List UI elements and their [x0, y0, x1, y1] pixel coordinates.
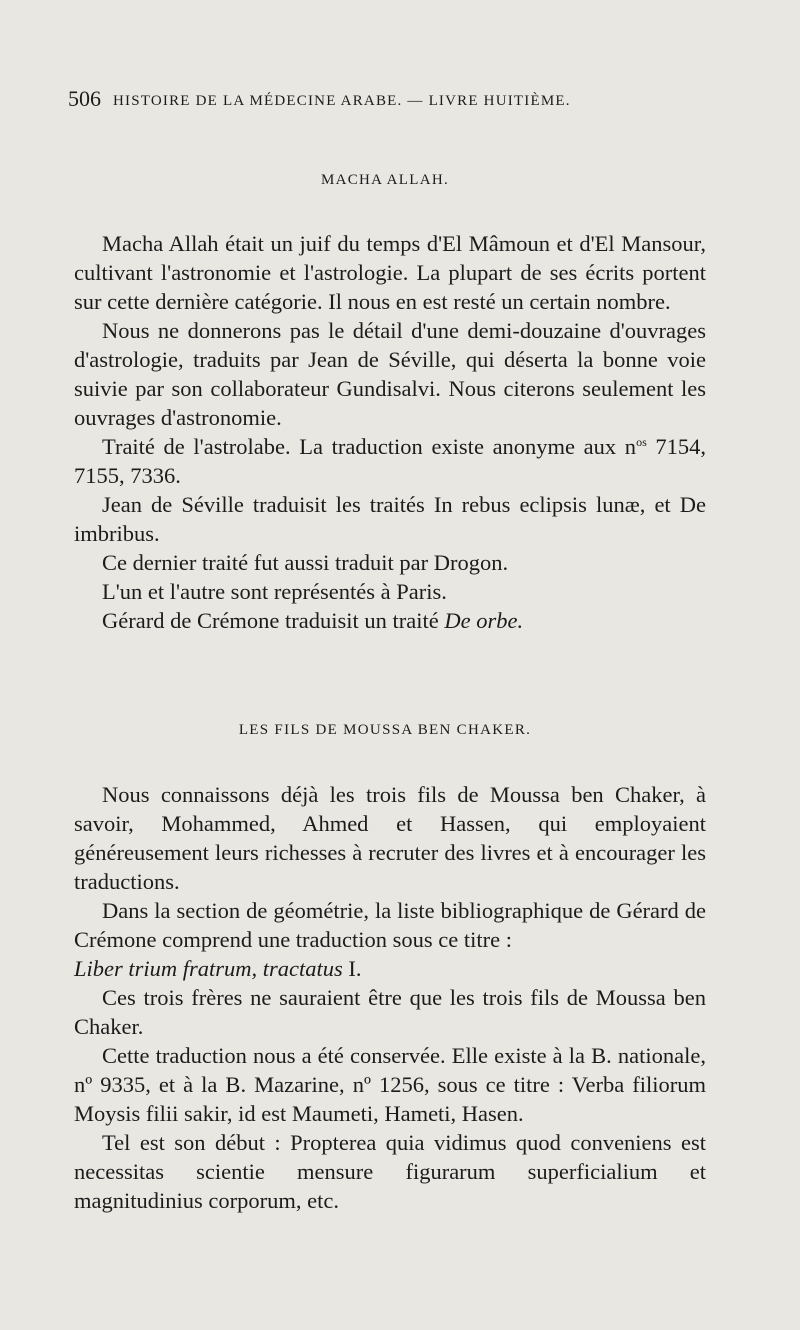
- paragraph-text: I.: [342, 956, 362, 981]
- paragraph: [74, 432, 706, 490]
- paragraph: Dans la section de géométrie, la liste bibliographique de Gérard de Crémone comprend une traduction sous ce titre :: [74, 898, 706, 952]
- paragraph: Jean de Séville traduisit les traités In rebus eclipsis lunæ, et De imbribus.: [74, 492, 706, 546]
- paragraph: Ces trois frères ne sauraient être que les trois fils de Moussa ben Chaker.: [74, 985, 706, 1039]
- running-head: [68, 86, 728, 112]
- superscript: os: [636, 435, 647, 449]
- paragraph: Macha Allah était un juif du temps d'El Mâmoun et d'El Mansour, cultivant l'astronomie et l'astrologie. La plupart de ses écrits portent sur cette dernière catégorie. Il nous en est resté un certain nombre.: [74, 231, 706, 314]
- italic-title: Liber trium fratrum, tractatus: [74, 956, 343, 981]
- running-title: HISTOIRE DE LA MÉDECINE ARABE. — LIVRE HUITIÈME.: [113, 93, 571, 109]
- italic-title: De orbe.: [444, 608, 524, 633]
- paragraph: L'un et l'autre sont représentés à Paris.: [102, 579, 447, 604]
- paragraph-text: Traité de l'astrolabe. La traduction existe anonyme aux n: [102, 434, 637, 459]
- section-body-macha-allah: [74, 229, 706, 635]
- paragraph: Ce dernier traité fut aussi traduit par Drogon.: [102, 550, 509, 575]
- page-number: 506: [68, 86, 101, 111]
- paragraph: [74, 954, 706, 983]
- paragraph: Tel est son début : Propterea quia vidimus quod conveniens est necessitas scientie mensure figurarum superficialium et magnitudinius corporum, etc.: [74, 1130, 706, 1213]
- paragraph: Cette traduction nous a été conservée. Elle existe à la B. nationale, nº 9335, et à la B. Mazarine, nº 1256, sous ce titre : Verba filiorum Moysis filii sakir, id est Maumeti, Hameti, Hasen.: [74, 1043, 706, 1126]
- paragraph: Nous connaissons déjà les trois fils de Moussa ben Chaker, à savoir, Mohammed, Ahmed et Hassen, qui employaient généreusement leurs richesses à recruter des livres et à encourager les traductions.: [74, 782, 706, 894]
- section-body-fils-de-moussa: [74, 780, 706, 1215]
- paragraph-text: 7154, 7155, 7336.: [74, 434, 706, 488]
- section-title-macha-allah: MACHA ALLAH.: [320, 172, 450, 188]
- paragraph: [74, 606, 706, 635]
- paragraph: Nous ne donnerons pas le détail d'une demi-douzaine d'ouvrages d'astrologie, traduits par Jean de Séville, qui déserta la bonne voie suivie par son collaborateur Gundisalvi. Nous citerons seulement les ouvrages d'astronomie.: [74, 318, 706, 430]
- section-title-fils-de-moussa: LES FILS DE MOUSSA BEN CHAKER.: [238, 722, 532, 738]
- paragraph-text: Gérard de Crémone traduisit un traité: [102, 608, 445, 633]
